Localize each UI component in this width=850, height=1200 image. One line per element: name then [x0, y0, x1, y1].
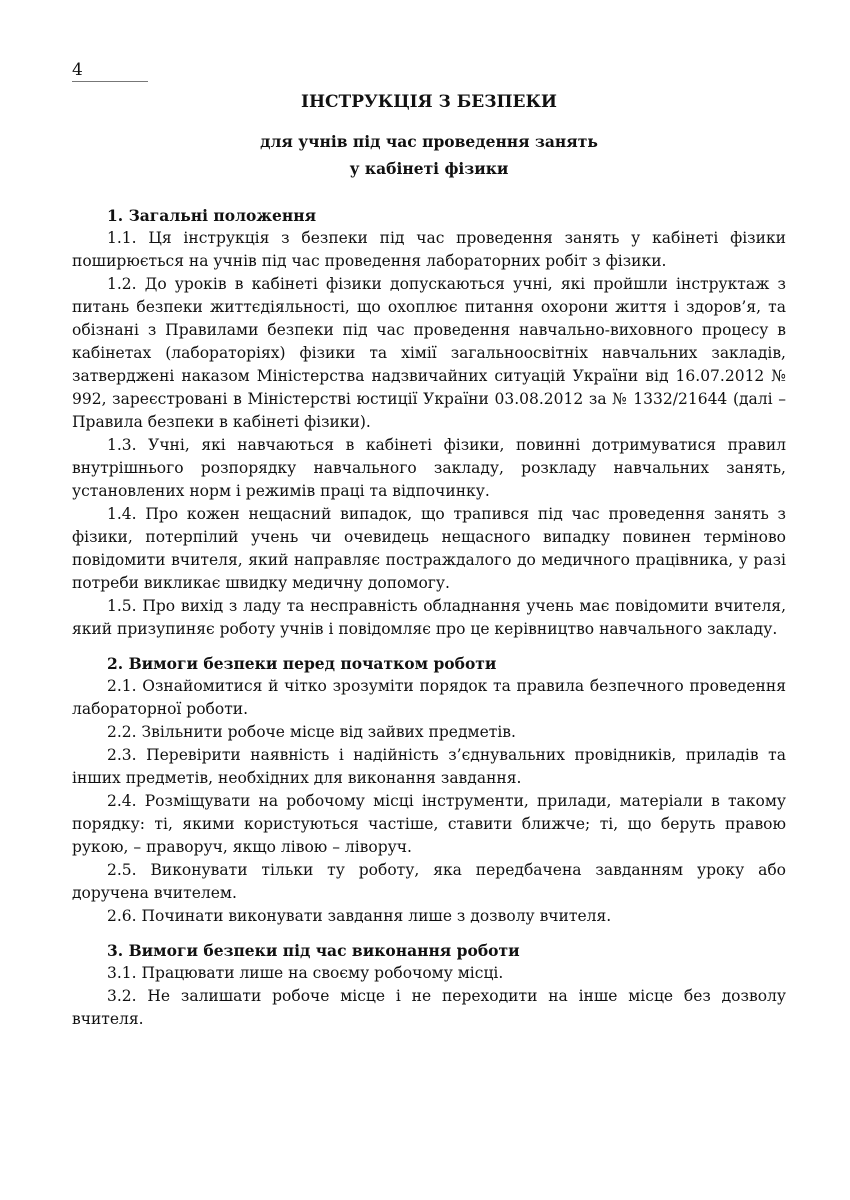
paragraph: 2.5. Виконувати тільки ту роботу, яка передбачена завданням уроку або доручена вчителем.: [72, 861, 786, 902]
section-before-work: [72, 652, 786, 928]
page-header: [72, 58, 786, 82]
paragraph: 3.1. Працювати лише на своєму робочому місці.: [107, 964, 504, 982]
paragraph: 2.6. Починати виконувати завдання лише з дозволу вчителя.: [107, 907, 612, 925]
paragraph: 1.2. До уроків в кабінеті фізики допускаються учні, які пройшли інструктаж з питань безпеки життєдіяльності, що охоплює питання охорони життя і здоров’я, та обізнані з Правилами безпеки під час проведення навчально-виховного процесу в кабінетах (лабораторіях) фізики та хімії загальноосвітніх навчальних закладів, затверджені наказом Міністерства надзвичайних ситуацій України від 16.07.2012 № 992, зареєстровані в Міністерстві юстиції України 03.08.2012 за № 1332/21644 (далі – Правила безпеки в кабінеті фізики).: [72, 275, 786, 431]
section-general: [72, 204, 786, 641]
document-title: ІНСТРУКЦІЯ З БЕЗПЕКИ: [301, 92, 557, 112]
paragraph: 2.1. Ознайомитися й чітко зрозуміти порядок та правила безпечного проведення лабораторної роботи.: [72, 677, 786, 718]
paragraph: 1.1. Ця інструкція з безпеки під час проведення занять у кабінеті фізики поширюється на учнів під час проведення лабораторних робіт з фізики.: [72, 229, 786, 270]
document-subtitle: [72, 128, 786, 182]
paragraph: 3.2. Не залишати робоче місце і не переходити на інше місце без дозволу вчителя.: [72, 987, 786, 1028]
paragraph: 2.3. Перевірити наявність і надійність з’єднувальних провідників, приладів та інших предметів, необхідних для виконання завдання.: [72, 746, 786, 787]
page-number: 4: [72, 60, 83, 80]
subtitle-line-2: у кабінеті фізики: [349, 159, 509, 178]
paragraph: 2.4. Розміщувати на робочому місці інструменти, прилади, матеріали в такому порядку: ті, якими користуються частіше, ставити ближче; ті, що беруть правою рукою, – праворуч, якщо лівою – ліворуч.: [72, 792, 786, 856]
section-heading: 1. Загальні положення: [107, 206, 317, 225]
header-rule: [72, 81, 148, 82]
paragraph: 2.2. Звільнити робоче місце від зайвих предметів.: [107, 723, 516, 741]
document-page: [72, 58, 786, 1031]
paragraph: 1.3. Учні, які навчаються в кабінеті фізики, повинні дотримуватися правил внутрішнього розпорядку навчального закладу, розкладу навчальних занять, установлених норм і режимів праці та відпочинку.: [72, 436, 786, 500]
section-heading: 3. Вимоги безпеки під час виконання роботи: [107, 941, 520, 960]
paragraph: 1.4. Про кожен нещасний випадок, що трапився під час проведення занять з фізики, потерпілий учень чи очевидець нещасного випадку повинен терміново повідомити вчителя, який направляє постраждалого до медичного працівника, у разі потреби викликає швидку медичну допомогу.: [72, 505, 786, 592]
paragraph: 1.5. Про вихід з ладу та несправність обладнання учень має повідомити вчителя, який призупиняє роботу учнів і повідомляє про це керівництво навчального закладу.: [72, 597, 786, 638]
subtitle-line-1: для учнів під час проведення занять: [260, 132, 598, 151]
section-during-work: [72, 939, 786, 1031]
section-heading: 2. Вимоги безпеки перед початком роботи: [107, 654, 497, 673]
